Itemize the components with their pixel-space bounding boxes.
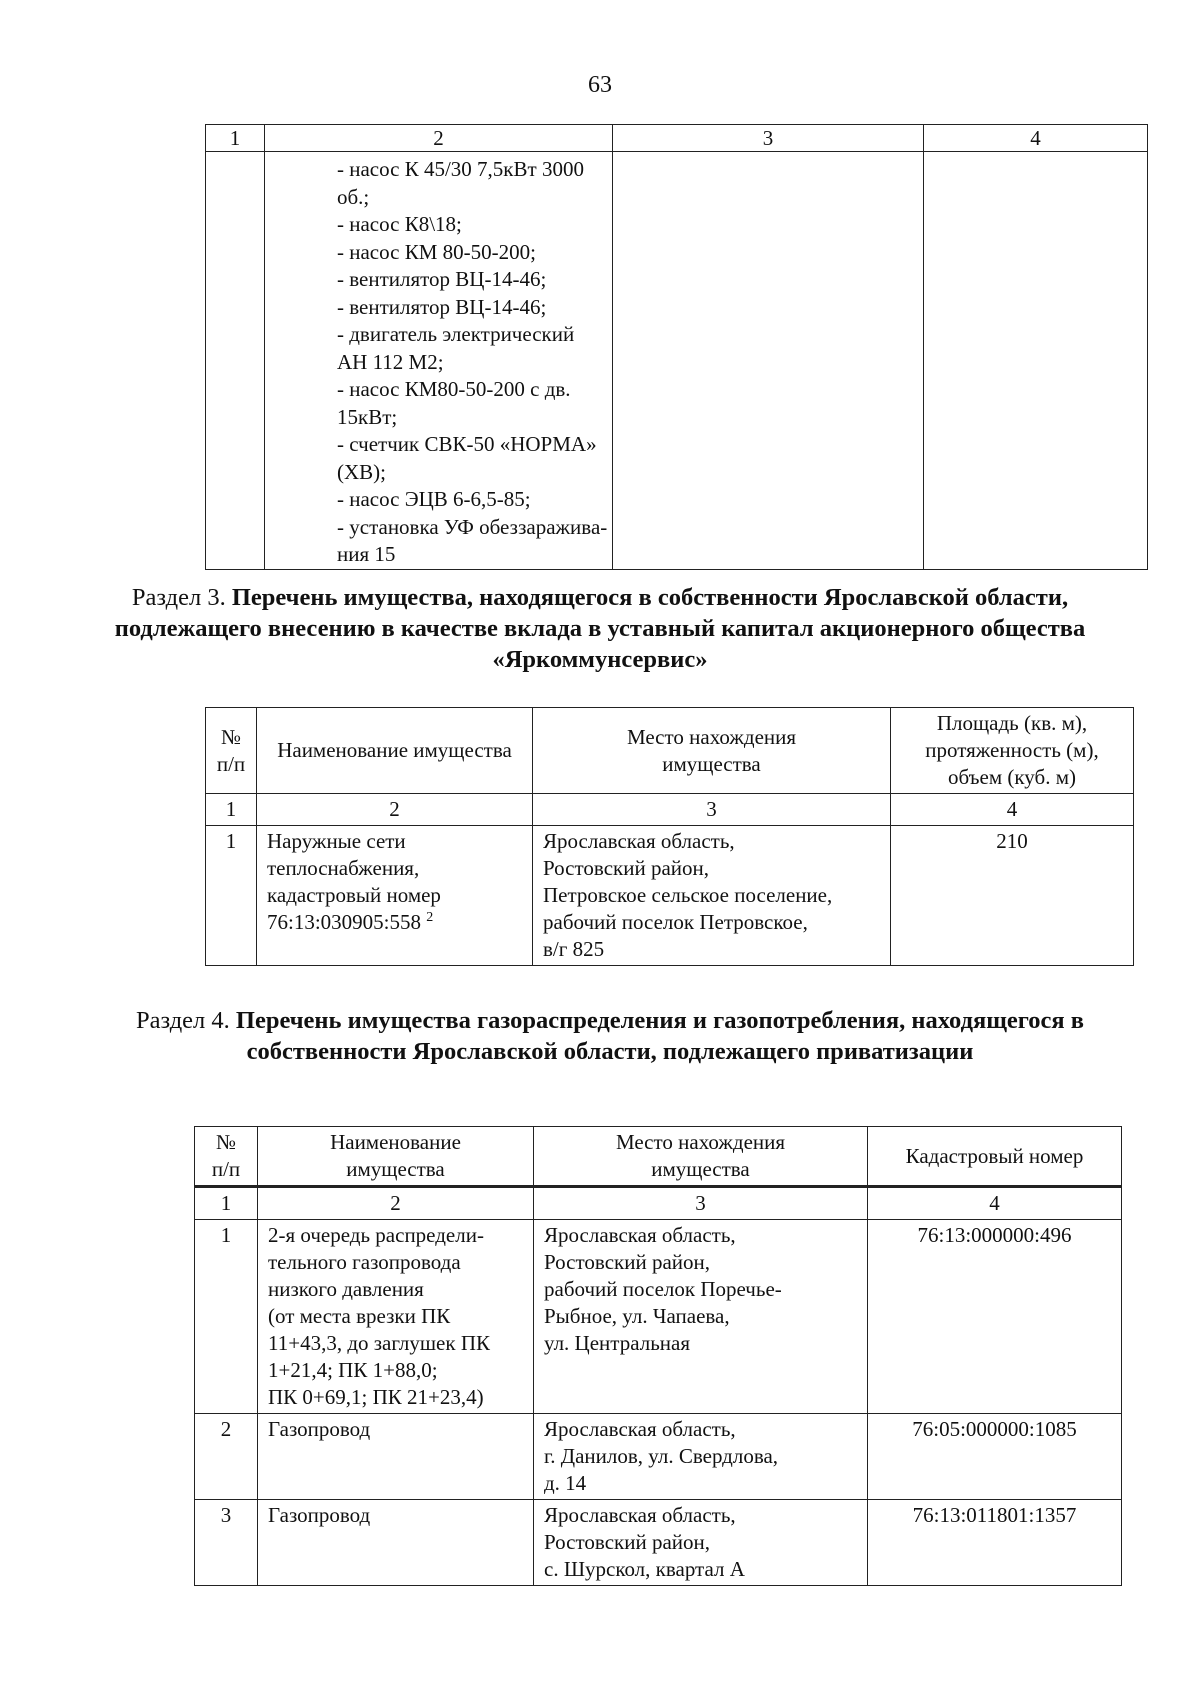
page-number: 63: [588, 72, 612, 98]
property-name: Газопровод: [258, 1500, 534, 1586]
header-area: Площадь (кв. м), протяженность (м), объем (куб. м): [891, 708, 1134, 794]
table-row: [206, 826, 1134, 966]
property-name: Газопровод: [258, 1414, 534, 1500]
table-header-row: [206, 125, 1148, 152]
header-name: Наименование имущества: [258, 1127, 534, 1187]
column-number: 2: [265, 125, 613, 152]
row-num: 2: [195, 1414, 258, 1500]
table-row: [206, 152, 1148, 570]
column-number: 3: [613, 125, 924, 152]
column-number: 4: [868, 1187, 1122, 1220]
property-location: Ярославская область, Ростовский район, с. Шурскол, квартал А: [534, 1500, 868, 1586]
property-location: Ярославская область, Ростовский район, Петровское сельское поселение, рабочий поселок Петровское, в/г 825: [533, 826, 891, 966]
section-4-table: [194, 1126, 1122, 1586]
column-number: 1: [195, 1187, 258, 1220]
table-row: [195, 1414, 1122, 1500]
cadastral-number: 76:05:000000:1085: [868, 1414, 1122, 1500]
table-row: [195, 1220, 1122, 1414]
column-number: 4: [891, 794, 1134, 826]
section-3-table: [205, 707, 1134, 966]
table-row: [195, 1500, 1122, 1586]
property-name-text: Наружные сети теплоснабжения, кадастровый номер 76:13:030905:558: [267, 829, 441, 934]
equipment-table: [205, 124, 1148, 570]
header-num: № п/п: [206, 708, 257, 794]
cadastral-number: 76:13:011801:1357: [868, 1500, 1122, 1586]
header-location: Место нахождения имущества: [534, 1127, 868, 1187]
empty-cell: [613, 152, 924, 570]
property-location: Ярославская область, г. Данилов, ул. Свердлова, д. 14: [534, 1414, 868, 1500]
section-3-heading: [90, 582, 1110, 675]
table-header-row: [195, 1127, 1122, 1187]
footnote-marker: 2: [426, 910, 434, 925]
column-number: 1: [206, 794, 257, 826]
section-3-prefix: Раздел 3.: [131, 584, 232, 611]
row-num: 1: [195, 1220, 258, 1414]
header-num: № п/п: [195, 1127, 258, 1187]
row-num: 3: [195, 1500, 258, 1586]
empty-cell: [206, 152, 265, 570]
row-num: 1: [206, 826, 257, 966]
table-header-row: [206, 708, 1134, 794]
column-number: 3: [534, 1187, 868, 1220]
property-area: 210: [891, 826, 1134, 966]
column-number: 1: [206, 125, 265, 152]
property-name: 2-я очередь распредели- тельного газопровода низкого давления (от места врезки ПК 11+43,3, до заглушек ПК 1+21,4; ПК 1+88,0; ПК 0+69,1; ПК 21+23,4): [258, 1220, 534, 1414]
column-number: 4: [924, 125, 1148, 152]
section-3-title: Перечень имущества, находящегося в собственности Ярославской области, подлежащего внесению в качестве вклада в уставный капитал акционерного общества «Яркоммунсервис»: [114, 584, 1086, 673]
column-number: 2: [258, 1187, 534, 1220]
table-number-row: [206, 794, 1134, 826]
table-number-row: [195, 1187, 1122, 1220]
section-4-title: Перечень имущества газораспределения и газопотребления, находящегося в собственности Ярославской области, подлежащего приватизации: [235, 1007, 1085, 1065]
header-cadastral: Кадастровый номер: [868, 1127, 1122, 1187]
cadastral-number: 76:13:000000:496: [868, 1220, 1122, 1414]
header-name: Наименование имущества: [257, 708, 533, 794]
column-number: 2: [257, 794, 533, 826]
property-name: [257, 826, 533, 966]
section-4-prefix: Раздел 4.: [135, 1007, 236, 1034]
empty-cell: [924, 152, 1148, 570]
property-location: Ярославская область, Ростовский район, рабочий поселок Поречье- Рыбное, ул. Чапаева, ул. Центральная: [534, 1220, 868, 1414]
header-location: Место нахождения имущества: [533, 708, 891, 794]
section-4-heading: [100, 1005, 1120, 1067]
column-number: 3: [533, 794, 891, 826]
equipment-list: - насос К 45/30 7,5кВт 3000 об.; - насос К8\18; - насос КМ 80-50-200; - вентилятор ВЦ-14-46; - вентилятор ВЦ-14-46; - двигатель электрический АН 112 М2; - насос КМ80-50-200 с дв. 15кВт; - счетчик СВК-50 «НОРМА» (ХВ); - насос ЭЦВ 6-6,5-85; - установка УФ обеззаражива- ния 15: [265, 152, 613, 570]
